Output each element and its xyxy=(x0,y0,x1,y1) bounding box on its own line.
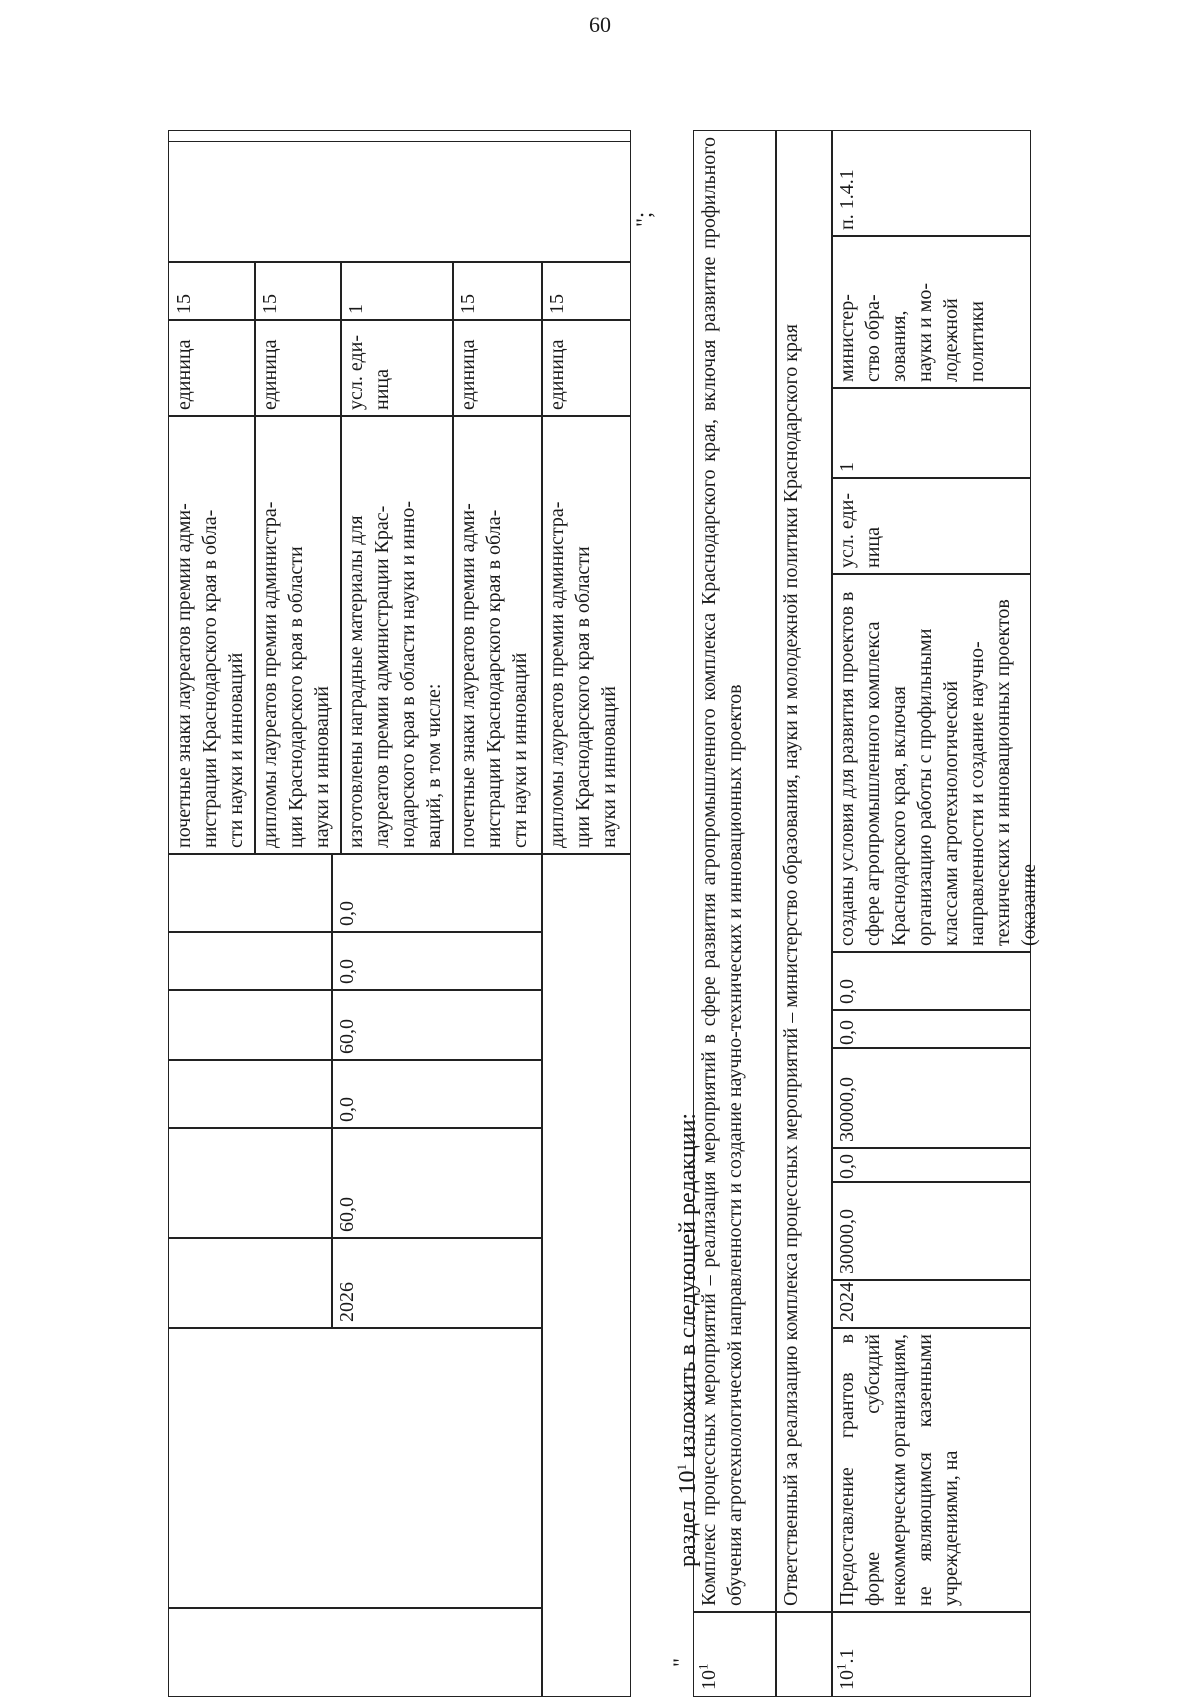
top-table-item-1-text: почетные знаки лауреатов премии адми- нистрации Краснодарского края в обла- сти науки и инноваций xyxy=(168,415,256,855)
reference: п. 1.4.1 xyxy=(831,130,1031,237)
value-a: 0,0 xyxy=(831,1147,1031,1183)
result-qty: 1 xyxy=(831,387,1031,479)
executor: министер- ство обра- зования, науки и мо- лодежной политики xyxy=(831,235,1031,389)
closing-quote-mark: "; xyxy=(631,211,656,227)
row-number xyxy=(831,1611,1031,1697)
section-number-text: 10 xyxy=(698,1670,720,1690)
rotated-page-content xyxy=(168,130,1188,1697)
top-table-v1-blank xyxy=(168,1059,333,1129)
top-table-item-2-unit: единица xyxy=(254,319,342,417)
top-table-left-tail xyxy=(541,853,631,1697)
row-number-suffix: .1 xyxy=(836,1648,858,1664)
top-table-v2-blank xyxy=(168,989,333,1061)
result-text: созданы условия для развития проектов в сфере агропромышленного комплекса Краснодарского края, включая организацию работы с профильными классами агротехнологической направленности и создание научно-технических и инновационных проектов (оказание xyxy=(831,573,1031,953)
total: 30000,0 xyxy=(831,1181,1031,1281)
value-4: 0,0 xyxy=(336,901,358,926)
result-unit: усл. еди- ница xyxy=(831,477,1031,575)
top-table-item-4-unit: единица xyxy=(452,319,543,417)
responsible-text: Ответственный за реализацию комплекса процессных мероприятий – министерство образования, науки и молодежной политики Краснодарского края xyxy=(775,130,833,1613)
value-3: 0,0 xyxy=(336,959,358,984)
top-table-v4-blank xyxy=(168,853,333,933)
top-table-item-5-qty: 15 xyxy=(541,261,631,321)
top-table-total-blank xyxy=(168,1127,333,1239)
year-value: 2026 xyxy=(336,1282,358,1322)
top-table-item-5-unit: единица xyxy=(541,319,631,417)
value-1: 0,0 xyxy=(336,1097,358,1122)
value-d: 0,0 xyxy=(831,951,1031,1011)
top-table-col-measure xyxy=(168,1327,543,1609)
responsible-number xyxy=(775,1611,833,1697)
top-table-executor xyxy=(168,141,631,263)
caption-suffix: изложить в следующей редакции: xyxy=(675,1112,701,1464)
measure-text: Предоставление грантов в форме субсидий некоммерческим организациям, не являющимся казенными учреждениями, на xyxy=(831,1327,1031,1613)
top-table-item-3-unit: усл. еди- ница xyxy=(340,319,454,417)
section-number-sup: 1 xyxy=(695,1663,711,1670)
top-table-item-5-text: дипломы лауреатов премии администра- ции Краснодарского края в области науки и инноваций xyxy=(541,415,631,855)
row-number-sup: 1 xyxy=(833,1663,849,1670)
top-table-item-4-qty: 15 xyxy=(452,261,543,321)
top-table-year-blank xyxy=(168,1237,333,1329)
complex-title: Комплекс процессных мероприятий – реализация мероприятий в сфере развития агропромышленного комплекса Краснодарского края, включая развитие профильного обучения агротехнологической направленности и создание научно-технических и инновационных проектов xyxy=(693,130,777,1613)
value-c: 0,0 xyxy=(831,1009,1031,1049)
top-table-v4 xyxy=(331,853,543,933)
top-table-v3 xyxy=(331,931,543,991)
value-2: 60,0 xyxy=(336,1019,358,1054)
top-table-reference xyxy=(168,130,631,143)
top-table-item-3-qty: 1 xyxy=(340,261,454,321)
page-number: 60 xyxy=(589,12,611,37)
caption-sup: 1 xyxy=(674,1463,689,1471)
top-table-item-1-qty: 15 xyxy=(168,261,256,321)
top-table-item-4-text: почетные знаки лауреатов премии адми- нистрации Краснодарского края в обла- сти науки и инноваций xyxy=(452,415,543,855)
top-table-v3-blank xyxy=(168,931,333,991)
top-table-item-3-text: изготовлены наградные материалы для лауреатов премии администрации Крас- нодарского края в области науки и инно- ваций, в том числе: xyxy=(340,415,454,855)
value-total: 60,0 xyxy=(336,1197,358,1232)
top-table-v1 xyxy=(331,1059,543,1129)
row-number-text: 10 xyxy=(836,1670,858,1690)
top-table-item-2-qty: 15 xyxy=(254,261,342,321)
year: 2024 xyxy=(831,1279,1031,1329)
value-b: 30000,0 xyxy=(831,1047,1031,1149)
top-table-v2 xyxy=(331,989,543,1061)
caption-prefix: раздел 10 xyxy=(675,1470,701,1567)
top-table-item-2-text: дипломы лауреатов премии администра- ции Краснодарского края в области науки и инноваций xyxy=(254,415,342,855)
opening-quote-mark: " xyxy=(668,1658,693,1667)
top-table-year xyxy=(331,1237,543,1329)
top-table-item-1-unit: единица xyxy=(168,319,256,417)
top-table-total xyxy=(331,1127,543,1239)
top-table-col-number xyxy=(168,1607,543,1697)
section-number xyxy=(693,1611,777,1697)
